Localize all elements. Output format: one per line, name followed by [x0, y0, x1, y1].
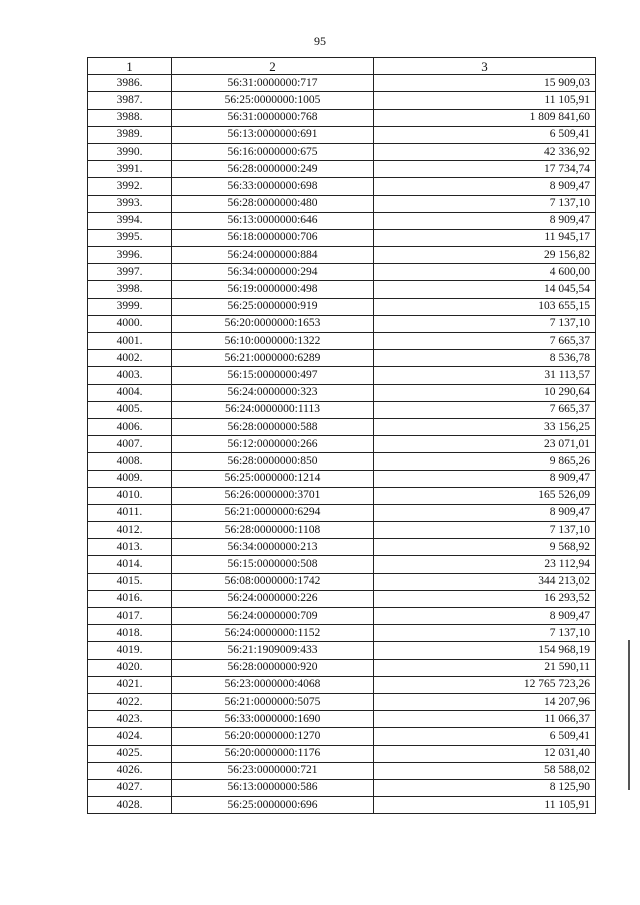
row-number-cell: 4011.	[88, 504, 172, 521]
cadastral-number-cell: 56:13:0000000:691	[172, 126, 374, 143]
table-row	[88, 161, 596, 178]
table-row	[88, 436, 596, 453]
table-row	[88, 229, 596, 246]
cadastral-number-cell: 56:13:0000000:646	[172, 212, 374, 229]
table-row	[88, 590, 596, 607]
cadastral-number-cell: 56:21:1909009:433	[172, 642, 374, 659]
cadastral-number-cell: 56:28:0000000:249	[172, 161, 374, 178]
table-row	[88, 539, 596, 556]
table-header	[88, 58, 596, 75]
table-row	[88, 367, 596, 384]
row-number-cell: 4021.	[88, 676, 172, 693]
row-number-cell: 4010.	[88, 487, 172, 504]
table-row	[88, 143, 596, 160]
amount-cell: 8 909,47	[374, 470, 596, 487]
row-number-cell: 4000.	[88, 315, 172, 332]
row-number-cell: 3991.	[88, 161, 172, 178]
row-number-cell: 4027.	[88, 779, 172, 796]
amount-cell: 16 293,52	[374, 590, 596, 607]
amount-cell: 165 526,09	[374, 487, 596, 504]
amount-cell: 8 125,90	[374, 779, 596, 796]
table-row	[88, 92, 596, 109]
cadastral-number-cell: 56:20:0000000:1176	[172, 745, 374, 762]
row-number-cell: 3999.	[88, 298, 172, 315]
row-number-cell: 4016.	[88, 590, 172, 607]
row-number-cell: 3986.	[88, 75, 172, 92]
row-number-cell: 4028.	[88, 797, 172, 814]
cadastral-number-cell: 56:21:0000000:6294	[172, 504, 374, 521]
table-row	[88, 728, 596, 745]
table-row	[88, 711, 596, 728]
table-row	[88, 504, 596, 521]
table-row	[88, 333, 596, 350]
row-number-cell: 4019.	[88, 642, 172, 659]
table-row	[88, 453, 596, 470]
amount-cell: 14 207,96	[374, 693, 596, 710]
cadastral-number-cell: 56:24:0000000:709	[172, 608, 374, 625]
column-header-3: 3	[374, 58, 596, 75]
cadastral-number-cell: 56:21:0000000:6289	[172, 350, 374, 367]
row-number-cell: 4003.	[88, 367, 172, 384]
amount-cell: 7 137,10	[374, 195, 596, 212]
cadastral-number-cell: 56:25:0000000:919	[172, 298, 374, 315]
table-row	[88, 315, 596, 332]
amount-cell: 11 105,91	[374, 797, 596, 814]
row-number-cell: 3994.	[88, 212, 172, 229]
table-row	[88, 693, 596, 710]
amount-cell: 8 536,78	[374, 350, 596, 367]
amount-cell: 11 945,17	[374, 229, 596, 246]
amount-cell: 29 156,82	[374, 247, 596, 264]
cadastral-number-cell: 56:28:0000000:850	[172, 453, 374, 470]
page-number: 95	[314, 34, 326, 48]
amount-cell: 8 909,47	[374, 212, 596, 229]
amount-cell: 42 336,92	[374, 143, 596, 160]
cadastral-number-cell: 56:15:0000000:508	[172, 556, 374, 573]
amount-cell: 15 909,03	[374, 75, 596, 92]
table-row	[88, 384, 596, 401]
cadastral-number-cell: 56:26:0000000:3701	[172, 487, 374, 504]
cadastral-number-cell: 56:28:0000000:1108	[172, 522, 374, 539]
cadastral-number-cell: 56:31:0000000:717	[172, 75, 374, 92]
cadastral-number-cell: 56:31:0000000:768	[172, 109, 374, 126]
table-row	[88, 264, 596, 281]
table-row	[88, 281, 596, 298]
row-number-cell: 4002.	[88, 350, 172, 367]
amount-cell: 7 137,10	[374, 522, 596, 539]
row-number-cell: 3993.	[88, 195, 172, 212]
amount-cell: 1 809 841,60	[374, 109, 596, 126]
row-number-cell: 4024.	[88, 728, 172, 745]
table-row	[88, 298, 596, 315]
cadastral-number-cell: 56:33:0000000:698	[172, 178, 374, 195]
row-number-cell: 3997.	[88, 264, 172, 281]
row-number-cell: 4023.	[88, 711, 172, 728]
cadastral-number-cell: 56:24:0000000:884	[172, 247, 374, 264]
row-number-cell: 4006.	[88, 418, 172, 435]
cadastral-number-cell: 56:12:0000000:266	[172, 436, 374, 453]
header-row	[88, 58, 596, 75]
table-row	[88, 779, 596, 796]
amount-cell: 344 213,02	[374, 573, 596, 590]
amount-cell: 4 600,00	[374, 264, 596, 281]
row-number-cell: 4017.	[88, 608, 172, 625]
row-number-cell: 3998.	[88, 281, 172, 298]
cadastral-number-cell: 56:24:0000000:1113	[172, 401, 374, 418]
row-number-cell: 4018.	[88, 625, 172, 642]
cadastral-number-cell: 56:08:0000000:1742	[172, 573, 374, 590]
table-row	[88, 676, 596, 693]
amount-cell: 7 665,37	[374, 401, 596, 418]
amount-cell: 8 909,47	[374, 504, 596, 521]
cadastral-number-cell: 56:34:0000000:294	[172, 264, 374, 281]
table-row	[88, 418, 596, 435]
row-number-cell: 4013.	[88, 539, 172, 556]
cadastral-number-cell: 56:23:0000000:721	[172, 762, 374, 779]
amount-cell: 31 113,57	[374, 367, 596, 384]
amount-cell: 6 509,41	[374, 126, 596, 143]
row-number-cell: 4014.	[88, 556, 172, 573]
row-number-cell: 4020.	[88, 659, 172, 676]
amount-cell: 9 568,92	[374, 539, 596, 556]
row-number-cell: 3990.	[88, 143, 172, 160]
cadastral-number-cell: 56:20:0000000:1653	[172, 315, 374, 332]
table-row	[88, 659, 596, 676]
amount-cell: 33 156,25	[374, 418, 596, 435]
row-number-cell: 4007.	[88, 436, 172, 453]
table-row	[88, 762, 596, 779]
column-header-2: 2	[172, 58, 374, 75]
cadastral-number-cell: 56:25:0000000:1214	[172, 470, 374, 487]
row-number-cell: 4008.	[88, 453, 172, 470]
amount-cell: 17 734,74	[374, 161, 596, 178]
table-row	[88, 247, 596, 264]
amount-cell: 11 105,91	[374, 92, 596, 109]
table-row	[88, 178, 596, 195]
table-row	[88, 573, 596, 590]
cadastral-number-cell: 56:25:0000000:696	[172, 797, 374, 814]
amount-cell: 8 909,47	[374, 608, 596, 625]
scan-edge-mark	[628, 640, 630, 790]
row-number-cell: 4015.	[88, 573, 172, 590]
table-row	[88, 401, 596, 418]
amount-cell: 7 137,10	[374, 625, 596, 642]
amount-cell: 7 137,10	[374, 315, 596, 332]
table-row	[88, 642, 596, 659]
amount-cell: 7 665,37	[374, 333, 596, 350]
cadastral-number-cell: 56:34:0000000:213	[172, 539, 374, 556]
amount-cell: 154 968,19	[374, 642, 596, 659]
row-number-cell: 4001.	[88, 333, 172, 350]
amount-cell: 12 765 723,26	[374, 676, 596, 693]
amount-cell: 103 655,15	[374, 298, 596, 315]
cadastral-number-cell: 56:20:0000000:1270	[172, 728, 374, 745]
table-row	[88, 470, 596, 487]
table-row	[88, 350, 596, 367]
table-row	[88, 522, 596, 539]
cadastral-number-cell: 56:28:0000000:588	[172, 418, 374, 435]
cadastral-number-cell: 56:28:0000000:920	[172, 659, 374, 676]
row-number-cell: 3995.	[88, 229, 172, 246]
amount-cell: 10 290,64	[374, 384, 596, 401]
row-number-cell: 3996.	[88, 247, 172, 264]
cadastral-number-cell: 56:24:0000000:323	[172, 384, 374, 401]
table-row	[88, 195, 596, 212]
row-number-cell: 3988.	[88, 109, 172, 126]
row-number-cell: 4026.	[88, 762, 172, 779]
column-header-1: 1	[88, 58, 172, 75]
table-body	[88, 75, 596, 814]
table-row	[88, 126, 596, 143]
row-number-cell: 4025.	[88, 745, 172, 762]
amount-cell: 12 031,40	[374, 745, 596, 762]
row-number-cell: 4022.	[88, 693, 172, 710]
row-number-cell: 3992.	[88, 178, 172, 195]
cadastral-number-cell: 56:13:0000000:586	[172, 779, 374, 796]
amount-cell: 8 909,47	[374, 178, 596, 195]
amount-cell: 11 066,37	[374, 711, 596, 728]
table-row	[88, 75, 596, 92]
cadastral-number-cell: 56:16:0000000:675	[172, 143, 374, 160]
amount-cell: 21 590,11	[374, 659, 596, 676]
cadastral-number-cell: 56:18:0000000:706	[172, 229, 374, 246]
cadastral-number-cell: 56:23:0000000:4068	[172, 676, 374, 693]
cadastral-number-cell: 56:15:0000000:497	[172, 367, 374, 384]
table-row	[88, 745, 596, 762]
amount-cell: 6 509,41	[374, 728, 596, 745]
cadastral-number-cell: 56:10:0000000:1322	[172, 333, 374, 350]
cadastral-number-cell: 56:24:0000000:1152	[172, 625, 374, 642]
amount-cell: 9 865,26	[374, 453, 596, 470]
row-number-cell: 3989.	[88, 126, 172, 143]
table-row	[88, 625, 596, 642]
row-number-cell: 4005.	[88, 401, 172, 418]
data-table	[87, 57, 596, 814]
cadastral-number-cell: 56:28:0000000:480	[172, 195, 374, 212]
table-row	[88, 212, 596, 229]
amount-cell: 58 588,02	[374, 762, 596, 779]
cadastral-number-cell: 56:33:0000000:1690	[172, 711, 374, 728]
table-row	[88, 109, 596, 126]
cadastral-number-cell: 56:24:0000000:226	[172, 590, 374, 607]
table-row	[88, 556, 596, 573]
amount-cell: 23 071,01	[374, 436, 596, 453]
cadastral-number-cell: 56:25:0000000:1005	[172, 92, 374, 109]
row-number-cell: 4012.	[88, 522, 172, 539]
table-row	[88, 608, 596, 625]
cadastral-number-cell: 56:19:0000000:498	[172, 281, 374, 298]
table-row	[88, 797, 596, 814]
row-number-cell: 3987.	[88, 92, 172, 109]
amount-cell: 23 112,94	[374, 556, 596, 573]
row-number-cell: 4004.	[88, 384, 172, 401]
amount-cell: 14 045,54	[374, 281, 596, 298]
row-number-cell: 4009.	[88, 470, 172, 487]
table-row	[88, 487, 596, 504]
cadastral-number-cell: 56:21:0000000:5075	[172, 693, 374, 710]
